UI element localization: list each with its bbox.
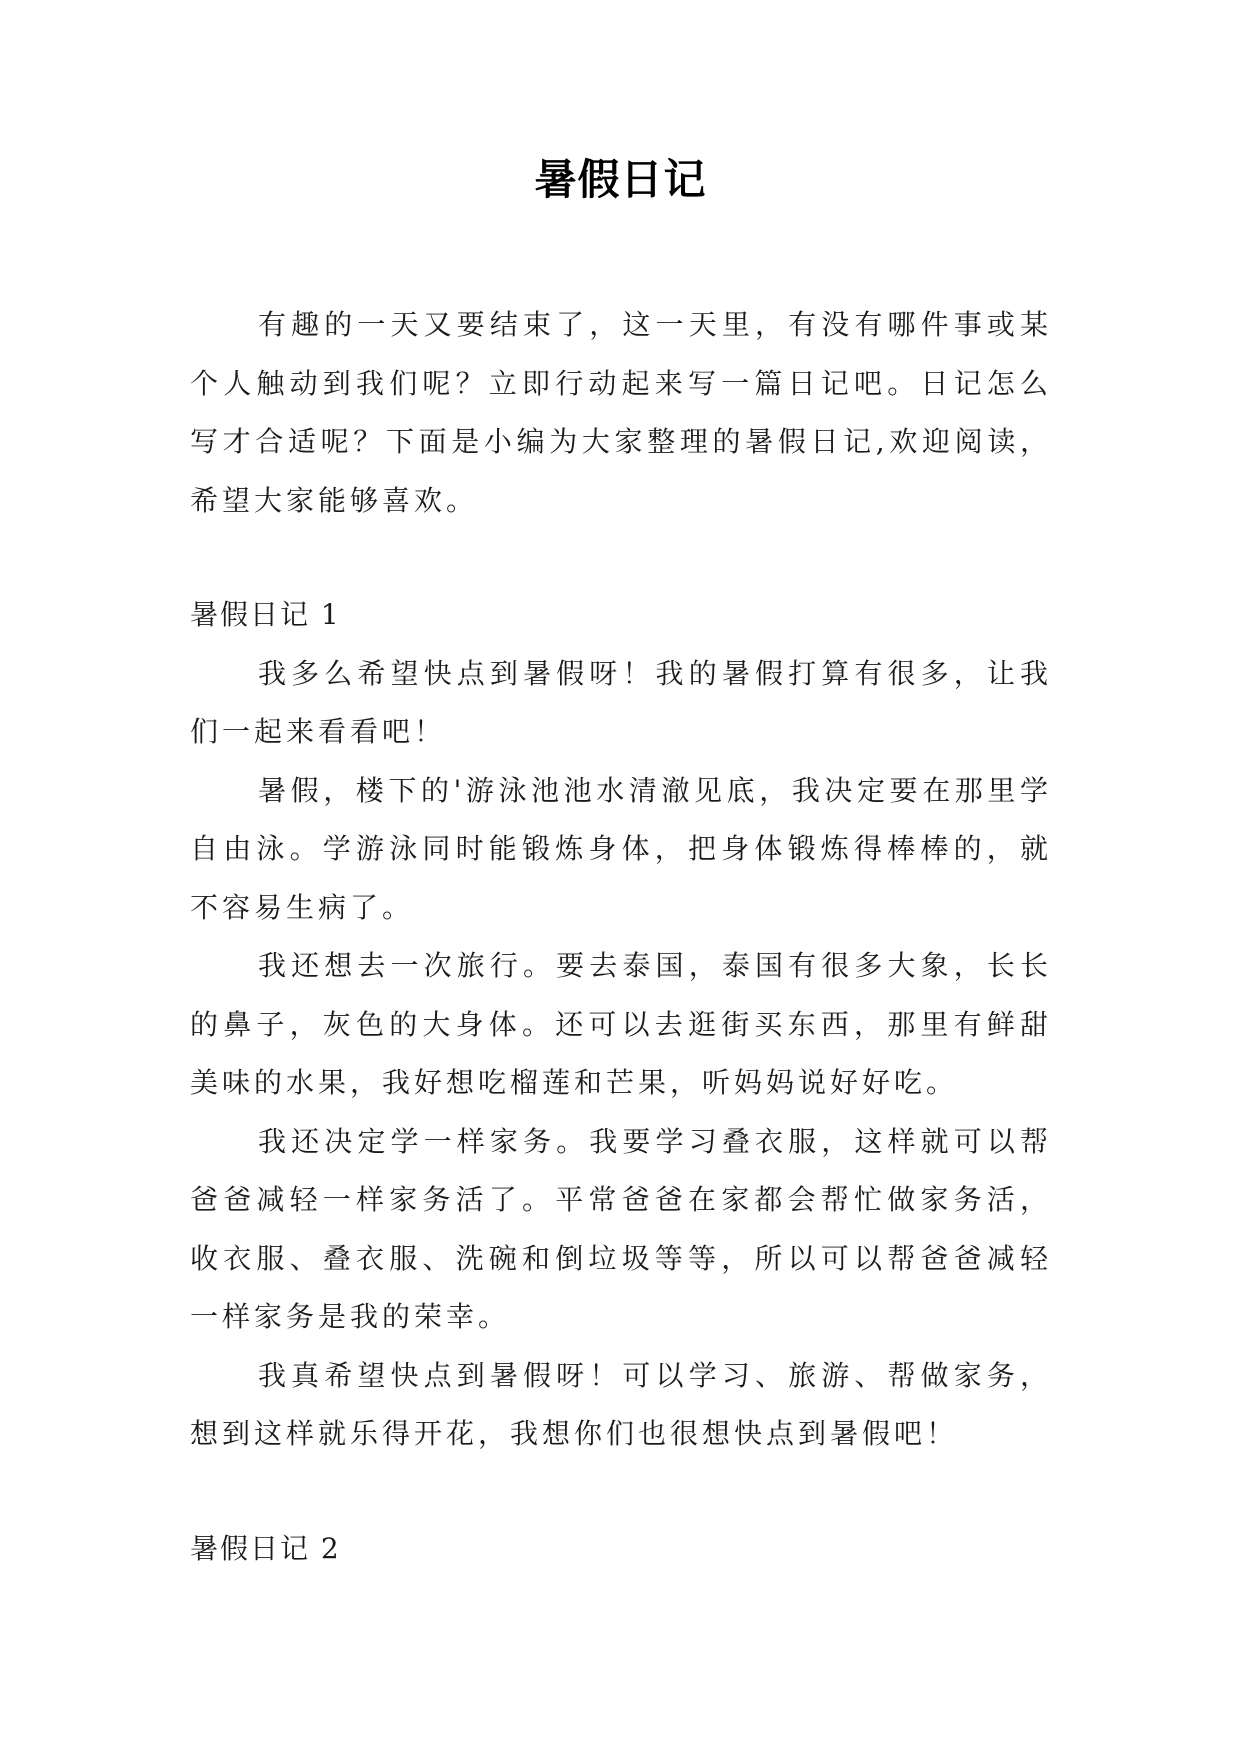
intro-paragraph: 有趣的一天又要结束了，这一天里，有没有哪件事或某个人触动到我们呢？立即行动起来写一篇日记吧。日记怎么写才合适呢？下面是小编为大家整理的暑假日记,欢迎阅读，希望大家能够喜欢。 — [190, 308, 1052, 517]
section-heading: 暑假日记 2 — [190, 1531, 341, 1565]
document-title: 暑假日记 — [534, 155, 707, 204]
section-spacer — [190, 530, 1052, 586]
body-paragraph: 我真希望快点到暑假呀！可以学习、旅游、帮做家务，想到这样就乐得开花，我想你们也很想快点到暑假吧！ — [190, 1358, 1052, 1450]
document-body — [190, 296, 1052, 1578]
body-paragraph: 我还想去一次旅行。要去泰国，泰国有很多大象，长长的鼻子，灰色的大身体。还可以去逛街买东西，那里有鲜甜美味的水果，我好想吃榴莲和芒果，听妈妈说好好吃。 — [190, 949, 1052, 1099]
section-spacer — [190, 1464, 1052, 1520]
body-paragraph: 我多么希望快点到暑假呀！我的暑假打算有很多，让我们一起来看看吧！ — [190, 656, 1052, 748]
body-paragraph: 我还决定学一样家务。我要学习叠衣服，这样就可以帮爸爸减轻一样家务活了。平常爸爸在家都会帮忙做家务活，收衣服、叠衣服、洗碗和倒垃圾等等，所以可以帮爸爸减轻一样家务是我的荣幸。 — [190, 1124, 1052, 1333]
body-paragraph: 暑假，楼下的'游泳池池水清澈见底，我决定要在那里学自由泳。学游泳同时能锻炼身体，把身体锻炼得棒棒的，就不容易生病了。 — [190, 773, 1052, 924]
section-heading: 暑假日记 1 — [190, 598, 341, 631]
